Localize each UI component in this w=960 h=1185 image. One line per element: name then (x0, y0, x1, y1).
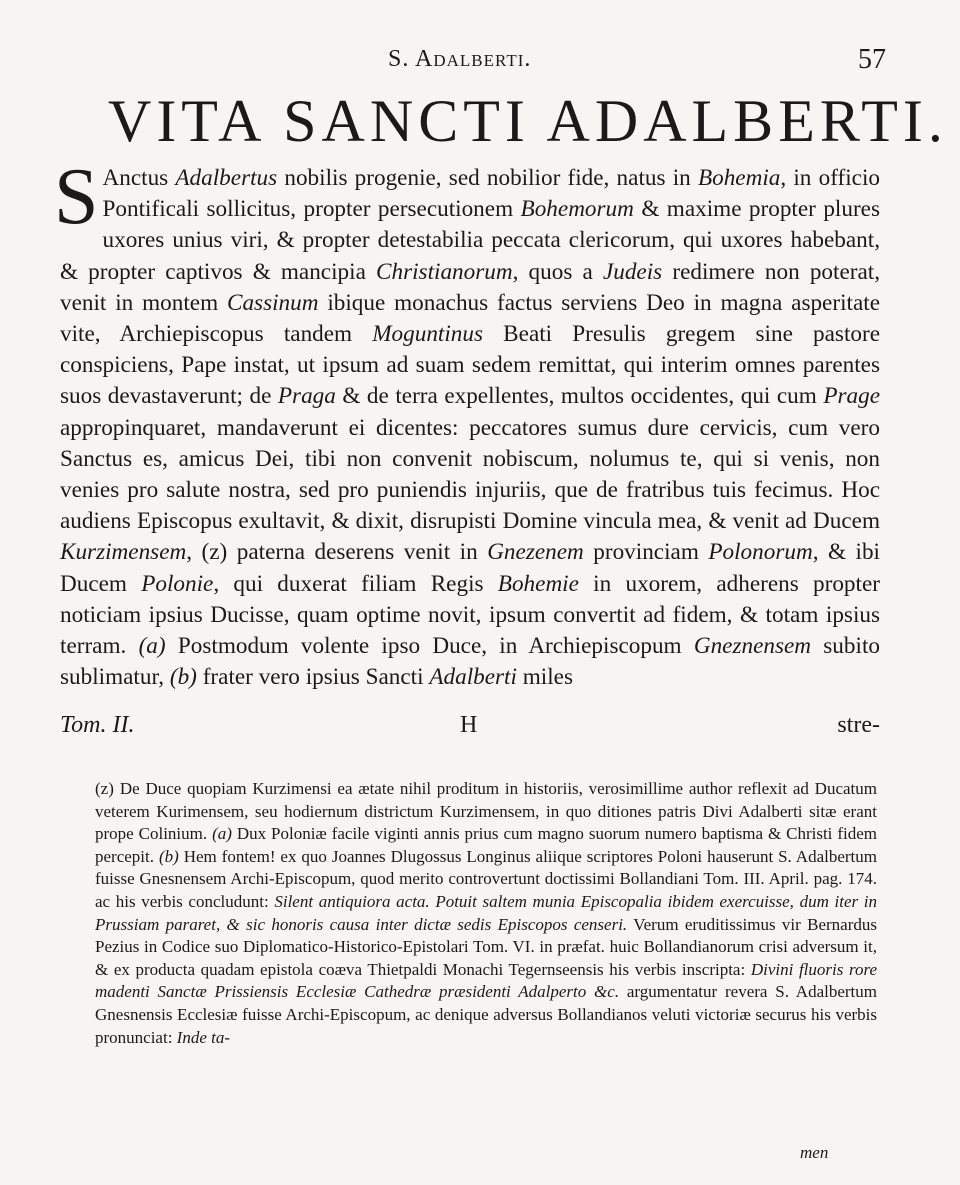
body-paragraph (54, 153, 881, 693)
body-segment-text: , & ibi Ducem (60, 539, 880, 597)
body-segment-text: , in officio Pontificali sollicitus, propter persecutionem (102, 165, 880, 223)
body-segment-italic: Polonorum (708, 539, 813, 566)
body-segment-italic: Gneznensem (693, 633, 812, 660)
body-segment-italic: Bohemie (497, 570, 579, 597)
body-segment-italic: Judeis (602, 258, 663, 285)
body-segment-italic: Bohemia (697, 165, 781, 191)
footnote-segment-italic: Silent antiquiora acta. Potuit saltem munia Episcopalia ibidem exercuisse, dum iter in Prussiam pararet, & sic honoris causa inter dictæ sedis Episcopos censeri. (95, 891, 877, 934)
body-segment-italic: Gnezenem (487, 539, 584, 566)
body-segment-text: , qui duxerat filiam Regis (213, 570, 498, 597)
running-head (0, 42, 960, 82)
body-segment-text: & de terra expellentes, multos occidentes, qui cum (335, 383, 824, 410)
page-foot (60, 712, 880, 746)
body-segment-italic: Bohemorum (520, 196, 634, 223)
body-segment-text: appropinquaret, mandaverunt ei dicentes: peccatores sumus dure cervicis, cum vero Sanctus es, amicus Dei, tibi non convenit nobiscum, nolumus te, qui si venis, non venies pro salute nostra, sed pro puniendis injuriis, que de fratribus tuis fecimus. Hoc audiens Episcopus exultavit, & dixit, disrupisti Domine vincula mea, & venit ad Ducem (60, 414, 880, 535)
footnote-segment-italic: Divini fluoris rore madenti Sanctæ Prissiensis Ecclesiæ Cathedræ præsidenti Adalperto &c. (95, 959, 877, 1002)
body-segment-text: miles (516, 664, 573, 691)
body-segment-italic: (a) (138, 633, 166, 660)
body-segment-italic: Cassinum (226, 289, 319, 316)
page-number: 57 (858, 44, 886, 75)
footnote-segment-text: Hem fontem! ex quo Joannes Dlugossus Longinus aliique scriptores Poloni hauserunt S. Adalbertum fuisse Gnesnensem Archi-Episcopum, quod merito controvertunt doctissimi Bollandiani Tom. III. April. pag. 174. ac his verbis concludunt: (95, 846, 878, 911)
drop-cap: S (54, 153, 99, 241)
footnote-segment-text: De Duce quopiam Kurzimensi ea ætate nihil proditum in historiis, verosimillime author reflexit ad Ducatum veterem Kurimensem, seu hodiernum districtum Kurzimensem, in quo ditiones patris Divi Adalberti sitæ erant prope Colinium. (95, 779, 877, 844)
body-segment-text: nobilis progenie, sed nobilior fide, natus in (277, 165, 698, 191)
body-segment-text: provinciam (583, 539, 709, 566)
body-segment-text: , quos a (512, 258, 603, 285)
running-title: S. Adalberti. (388, 46, 532, 72)
footnote-segment-text: Dux Poloniæ facile viginti annis prius cum magno suorum numero baptisma & Christi fidem percepit. (95, 824, 877, 866)
body-segment-italic: Polonie (141, 570, 214, 597)
signature-mark: H (460, 712, 478, 738)
footnote-marker: (z) (95, 779, 114, 798)
body-segment-italic: Christianorum (376, 258, 513, 285)
body-segment-italic: Adalberti (429, 664, 517, 691)
body-segment-text: frater vero ipsius Sancti (196, 664, 430, 691)
body-segment-italic: Adalbertus (175, 165, 278, 191)
body-segment-italic: Praga (277, 383, 336, 410)
body-segment-italic: (b) (169, 664, 197, 691)
body-segment-text: redimere non poterat, venit in montem (60, 258, 880, 316)
volume-reference: Tom. II. (60, 712, 135, 738)
body-segment-text: in uxorem, adherens propter noticiam ipsius Ducisse, quam optime novit, ipsum convertit ad fidem, & totam ipsius terram. (60, 570, 880, 660)
body-segment-text: Beati Presulis gregem sine pastore conspiciens, Pape instat, ut ipsum ad suam sedem remittat, qui interim omnes parentes suos devastaverunt; de (60, 321, 880, 410)
catchword: stre- (837, 712, 880, 738)
chapter-title: VITA SANCTI ADALBERTI. (108, 88, 948, 154)
footnote-segment-text: argumentatur revera S. Adalbertum Gnesnensis Ecclesiæ fuisse Archi-Episcopum, ac denique adversus Bollandianos veluti victoriæ securus his verbis pronunciat: (95, 982, 877, 1047)
footnote-catchword: men (800, 1143, 829, 1162)
footnote-segment-text: Verum eruditissimus vir Bernardus Pezius in Codice suo Diplomatico-Historico-Epistolari Tom. VI. in præfat. huic Bollandianorum crisi adversum it, & ex producta quadam epistola coæva Thietpaldi Monachi Tegernseensis his verbis inscripta: (95, 914, 877, 979)
body-segment-text: Postmodum volente ipso Duce, in Archiepiscopum (165, 633, 694, 660)
footnote-segment-italic: (a) (212, 824, 232, 844)
body-segment-text: , (z) paterna deserens venit in (186, 539, 488, 566)
body-segment-italic: Moguntinus (372, 321, 484, 348)
body-segment-text: subito sublimatur, (60, 633, 880, 691)
body-segment-text: ibique monachus factus serviens Deo in magna asperitate vite, Archiepiscopus tandem (60, 289, 880, 348)
footnote-segment-italic: (b) (158, 846, 179, 866)
footnote-segment-italic: Inde ta- (176, 1027, 231, 1047)
body-segment-text: Anctus (102, 165, 176, 191)
body-segment-italic: Prage (823, 383, 881, 410)
body-segment-text: & maxime propter plures uxores unius viri, & propter detestabilia peccata clericorum, qui uxores habebant, & propter captivos & mancipia (60, 196, 880, 285)
footnotes (95, 778, 877, 1049)
body-segment-italic: Kurzimensem (60, 539, 187, 566)
